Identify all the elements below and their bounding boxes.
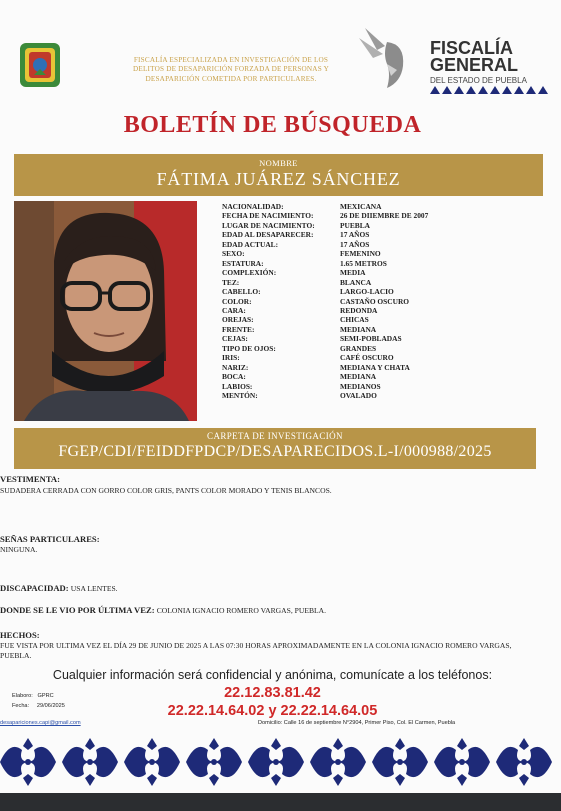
detail-row	[222, 278, 520, 287]
folder-number: FGEP/CDI/FEIDDFPDCP/DESAPARECIDOS.L-I/000988/2025	[58, 443, 492, 460]
detail-row	[222, 325, 520, 334]
detail-row	[222, 306, 520, 315]
name-label: NOMBRE	[259, 158, 298, 168]
bulletin-title: BOLETÍN DE BÚSQUEDA	[123, 112, 422, 138]
phone-number-2[interactable]: 22.22.14.64.02 y 22.22.14.64.05	[167, 703, 378, 719]
detail-row	[222, 230, 520, 239]
detail-value: PUEBLA	[340, 220, 370, 230]
contact-text: Cualquier información será confidencial y anónima, comunícate a los teléfonos:	[52, 668, 493, 682]
date-value: 29/06/2025	[36, 703, 65, 709]
detail-key: BOCA:	[222, 372, 246, 382]
detail-key: LABIOS:	[222, 381, 253, 391]
detail-row	[222, 353, 520, 362]
disability-text: USA LENTES.	[70, 584, 118, 593]
last-seen-line	[0, 605, 326, 615]
detail-value: 26 DE DIIEMBRE DE 2007	[340, 211, 429, 221]
detail-key: SEXO:	[222, 249, 245, 259]
detail-key: EDAD AL DESAPARECER:	[222, 230, 314, 240]
detail-row	[222, 382, 520, 391]
facts-heading: HECHOS:	[0, 630, 40, 640]
detail-key: IRIS:	[222, 353, 240, 363]
person-photo	[14, 201, 197, 421]
disability-line	[0, 583, 118, 593]
name-banner	[14, 154, 543, 196]
detail-value: GRANDES	[340, 343, 377, 353]
detail-row	[222, 287, 520, 296]
detail-key: FRENTE:	[222, 324, 255, 334]
marks-text: NINGUNA.	[0, 545, 38, 554]
investigation-folder-banner	[14, 428, 536, 469]
prepared-value: GPRC	[37, 693, 54, 699]
disability-heading: DISCAPACIDAD:	[0, 583, 69, 593]
facts-text: FUE VISTA POR ULTIMA VEZ EL DÍA 29 DE JUNIO DE 2025 A LAS 07:30 HORAS APROXIMADAMENTE EN LA COLONIA IGNACIO ROMERO VARGAS, PUEBLA.	[0, 641, 512, 660]
logo-border-pattern	[430, 86, 548, 94]
clothing-heading: VESTIMENTA:	[0, 474, 61, 484]
agency-name: FISCALÍA ESPECIALIZADA EN INVESTIGACIÓN DE LOS DELITOS DE DESAPARICIÓN FORZADA DE PERSONAS Y DESAPARICIÓN COMETIDA POR PARTICULARES.	[132, 56, 330, 83]
detail-value: MEDIANOS	[340, 381, 381, 391]
last-seen-heading: DONDE SE LE VIO POR ÚLTIMA VEZ:	[0, 605, 155, 615]
detail-value: MEXICANA	[340, 202, 382, 211]
detail-value: 17 AÑOS	[340, 230, 370, 240]
logo-line-1: FISCALÍA	[430, 38, 513, 58]
prepared-label: Elaboro:	[12, 693, 33, 699]
detail-key: NARIZ:	[222, 362, 249, 372]
detail-value: CHICAS	[340, 315, 369, 325]
talavera-border-pattern	[0, 736, 561, 788]
last-seen-text: COLONIA IGNACIO ROMERO VARGAS, PUEBLA.	[156, 606, 327, 615]
detail-value: SEMI-POBLADAS	[340, 334, 402, 344]
detail-value: 17 AÑOS	[340, 239, 370, 249]
detail-key: OREJAS:	[222, 315, 254, 325]
phone-number-1[interactable]: 22.12.83.81.42	[224, 685, 321, 701]
logo-line-3: DEL ESTADO DE PUEBLA	[430, 76, 527, 85]
detail-row	[222, 249, 520, 258]
detail-key: ESTATURA:	[222, 258, 264, 268]
detail-row	[222, 202, 520, 211]
detail-value: MEDIANA	[340, 372, 377, 382]
detail-row	[222, 240, 520, 249]
detail-value: MEDIANA Y CHATA	[340, 362, 410, 372]
detail-row	[222, 221, 520, 230]
detail-row	[222, 363, 520, 372]
detail-key: TIPO DE OJOS:	[222, 343, 276, 353]
detail-value: CASTAÑO OSCURO	[340, 296, 410, 306]
detail-value: MEDIA	[340, 268, 366, 278]
state-coat-of-arms-icon	[16, 41, 64, 89]
contact-email-link[interactable]: desapariciones.capi@gmail.com	[0, 720, 81, 726]
folder-label: CARPETA DE INVESTIGACIÓN	[207, 431, 343, 441]
logo-line-2: GENERAL	[430, 55, 519, 75]
detail-value: FEMENINO	[340, 249, 381, 259]
detail-row	[222, 259, 520, 268]
marks-heading: SEÑAS PARTICULARES:	[0, 534, 100, 544]
detail-row	[222, 315, 520, 324]
bottom-bar	[0, 793, 561, 811]
detail-value: LARGO-LACIO	[340, 287, 394, 297]
detail-key: TEZ:	[222, 277, 240, 287]
detail-key: MENTÓN:	[222, 391, 258, 401]
clothing-text: SUDADERA CERRADA CON GORRO COLOR GRIS, PANTS COLOR MORADO Y TENIS BLANCOS.	[0, 486, 332, 495]
detail-key: CABELLO:	[222, 287, 261, 297]
detail-key: NACIONALIDAD:	[222, 202, 284, 211]
person-name: FÁTIMA JUÁREZ SÁNCHEZ	[156, 169, 401, 189]
detail-key: FECHA DE NACIMIENTO:	[222, 211, 314, 221]
detail-key: CEJAS:	[222, 334, 248, 344]
detail-row	[222, 372, 520, 381]
detail-value: MEDIANA	[340, 324, 377, 334]
fiscalia-emblem-icon	[357, 24, 415, 94]
detail-value: REDONDA	[340, 305, 378, 315]
detail-row	[222, 297, 520, 306]
detail-value: OVALADO	[340, 391, 377, 401]
detail-key: CARA:	[222, 305, 246, 315]
detail-key: EDAD ACTUAL:	[222, 239, 279, 249]
detail-value: 1.65 METROS	[340, 258, 387, 268]
date-label: Fecha:	[12, 703, 30, 709]
detail-key: COMPLEXIÓN:	[222, 268, 277, 278]
office-address: Domicilio: Calle 16 de septiembre N°2904, Primer Piso, Col. El Carmen, Puebla	[258, 720, 456, 726]
fiscalia-general-logo	[430, 40, 550, 85]
detail-row	[222, 391, 520, 400]
detail-value: CAFÉ OSCURO	[340, 353, 394, 363]
detail-key: LUGAR DE NACIMIENTO:	[222, 220, 315, 230]
detail-row	[222, 344, 520, 353]
detail-row	[222, 334, 520, 343]
prepared-by-block	[12, 691, 65, 711]
detail-value: BLANCA	[340, 277, 372, 287]
detail-row	[222, 268, 520, 277]
physical-description	[222, 202, 520, 401]
detail-key: COLOR:	[222, 296, 252, 306]
detail-row	[222, 211, 520, 220]
